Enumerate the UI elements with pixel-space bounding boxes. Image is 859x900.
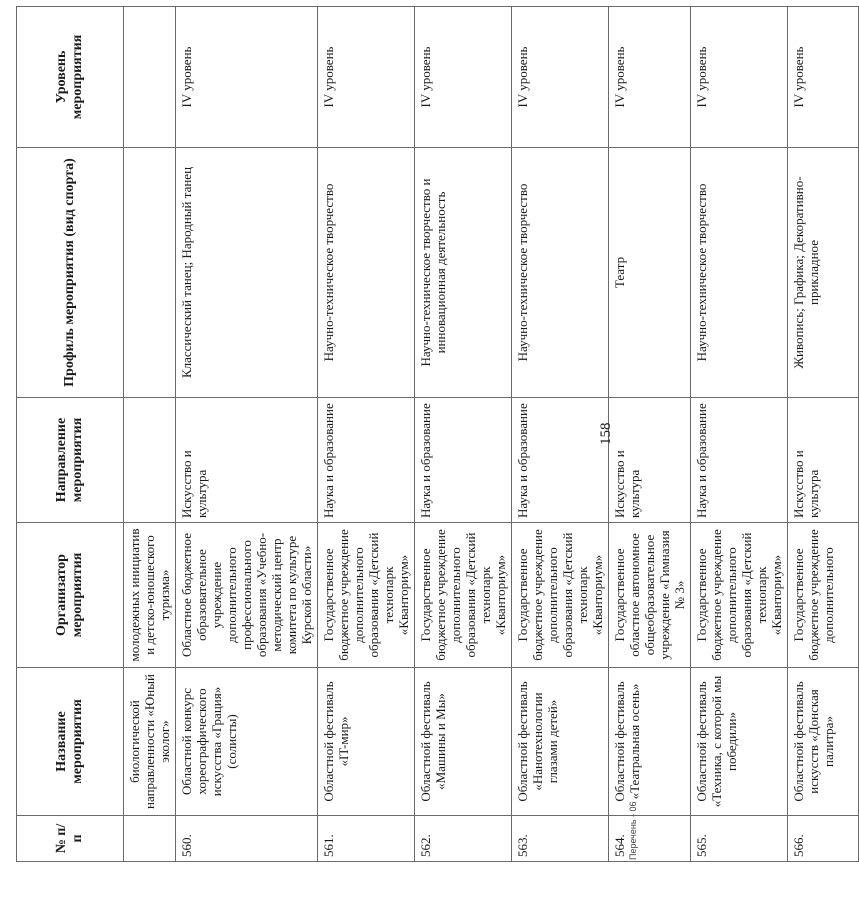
cell-direction: Искусство и культура (609, 398, 691, 523)
cell-profile: Живопись; Графика; Декоративно-прикладное (788, 148, 859, 398)
cell-organizer: Государственное бюджетное учреждение дополнительного (788, 523, 859, 668)
cell-num: 564. (609, 816, 691, 862)
cell-organizer: Государственное областное автономное общеобразовательное учреждение «Гимназия № 3» (609, 523, 691, 668)
cell-direction (124, 398, 176, 523)
cell-organizer: Государственное бюджетное учреждение дополнительного образования «Детский технопарк «Кванториум» (415, 523, 512, 668)
cell-level: IV уровень (415, 7, 512, 148)
cell-direction: Искусство и культура (176, 398, 318, 523)
cell-direction: Наука и образование (415, 398, 512, 523)
cell-organizer: Областное бюджетное образовательное учреждение дополнительного профессионального образования «Учебно-методический центр комитета по культуре Курской области» (176, 523, 318, 668)
table-row (609, 7, 691, 862)
cell-num: 563. (512, 816, 609, 862)
table-row (318, 7, 415, 862)
table-row (512, 7, 609, 862)
cell-direction: Искусство и культура (788, 398, 859, 523)
cell-organizer: Государственное бюджетное учреждение дополнительного образования «Детский технопарк «Кванториум» (691, 523, 788, 668)
cell-num: 561. (318, 816, 415, 862)
table-row (415, 7, 512, 862)
cell-name: Областной конкурс хореографического искусства «Грация» (солисты) (176, 668, 318, 816)
cell-name: Областной фестиваль «Театральная осень» (609, 668, 691, 816)
header-num: № п/п (17, 816, 124, 862)
table-body (176, 7, 859, 862)
cell-num: 560. (176, 816, 318, 862)
header-direction: Направление мероприятия (17, 398, 124, 523)
cell-profile: Научно-техническое творчество (512, 148, 609, 398)
header-name: Название мероприятия (17, 668, 124, 816)
table-header-row (17, 7, 124, 862)
header-level: Уровень мероприятия (17, 7, 124, 148)
cell-profile: Научно-техническое творчество и инновационная деятельность (415, 148, 512, 398)
cell-level: IV уровень (609, 7, 691, 148)
cell-direction: Наука и образование (691, 398, 788, 523)
header-profile: Профиль мероприятия (вид спорта) (17, 148, 124, 398)
cell-num: 565. (691, 816, 788, 862)
cell-name: Областной фестиваль искусств «Донская палитра» (788, 668, 859, 816)
cell-profile: Научно-техническое творчество (691, 148, 788, 398)
cell-level: IV уровень (512, 7, 609, 148)
cell-name: Областной фестиваль «Нанотехнологии глазами детей» (512, 668, 609, 816)
cell-level: IV уровень (788, 7, 859, 148)
cell-organizer: Государственное бюджетное учреждение дополнительного образования «Детский технопарк «Кванториум» (512, 523, 609, 668)
table-row (691, 7, 788, 862)
header-organizer: Организатор мероприятия (17, 523, 124, 668)
cell-profile: Театр (609, 148, 691, 398)
events-table (16, 6, 859, 862)
continuation-row (124, 7, 176, 862)
cell-level: IV уровень (176, 7, 318, 148)
cell-profile: Научно-техническое творчество (318, 148, 415, 398)
cell-profile (124, 148, 176, 398)
cell-organizer: молодежных инициатив и детско-юношеского туризма» (124, 523, 176, 668)
cell-level: IV уровень (691, 7, 788, 148)
page-number: 158 (598, 422, 614, 445)
cell-num: 566. (788, 816, 859, 862)
cell-profile: Классический танец; Народный танец (176, 148, 318, 398)
cell-level (124, 7, 176, 148)
cell-direction: Наука и образование (512, 398, 609, 523)
cell-organizer: Государственное бюджетное учреждение дополнительного образования «Детский технопарк «Кванториум» (318, 523, 415, 668)
page-footer: Перечень - 06 (628, 801, 638, 860)
cell-num: 562. (415, 816, 512, 862)
cell-name: Областной фестиваль «Техника, с которой мы победили» (691, 668, 788, 816)
table-row (788, 7, 859, 862)
cell-num (124, 816, 176, 862)
cell-direction: Наука и образование (318, 398, 415, 523)
cell-level: IV уровень (318, 7, 415, 148)
cell-name: Областной фестиваль «IT-мир» (318, 668, 415, 816)
table-row (176, 7, 318, 862)
cell-name: Областной фестиваль «Машины и Мы» (415, 668, 512, 816)
cell-name: биологической направленности «Юный эколог» (124, 668, 176, 816)
